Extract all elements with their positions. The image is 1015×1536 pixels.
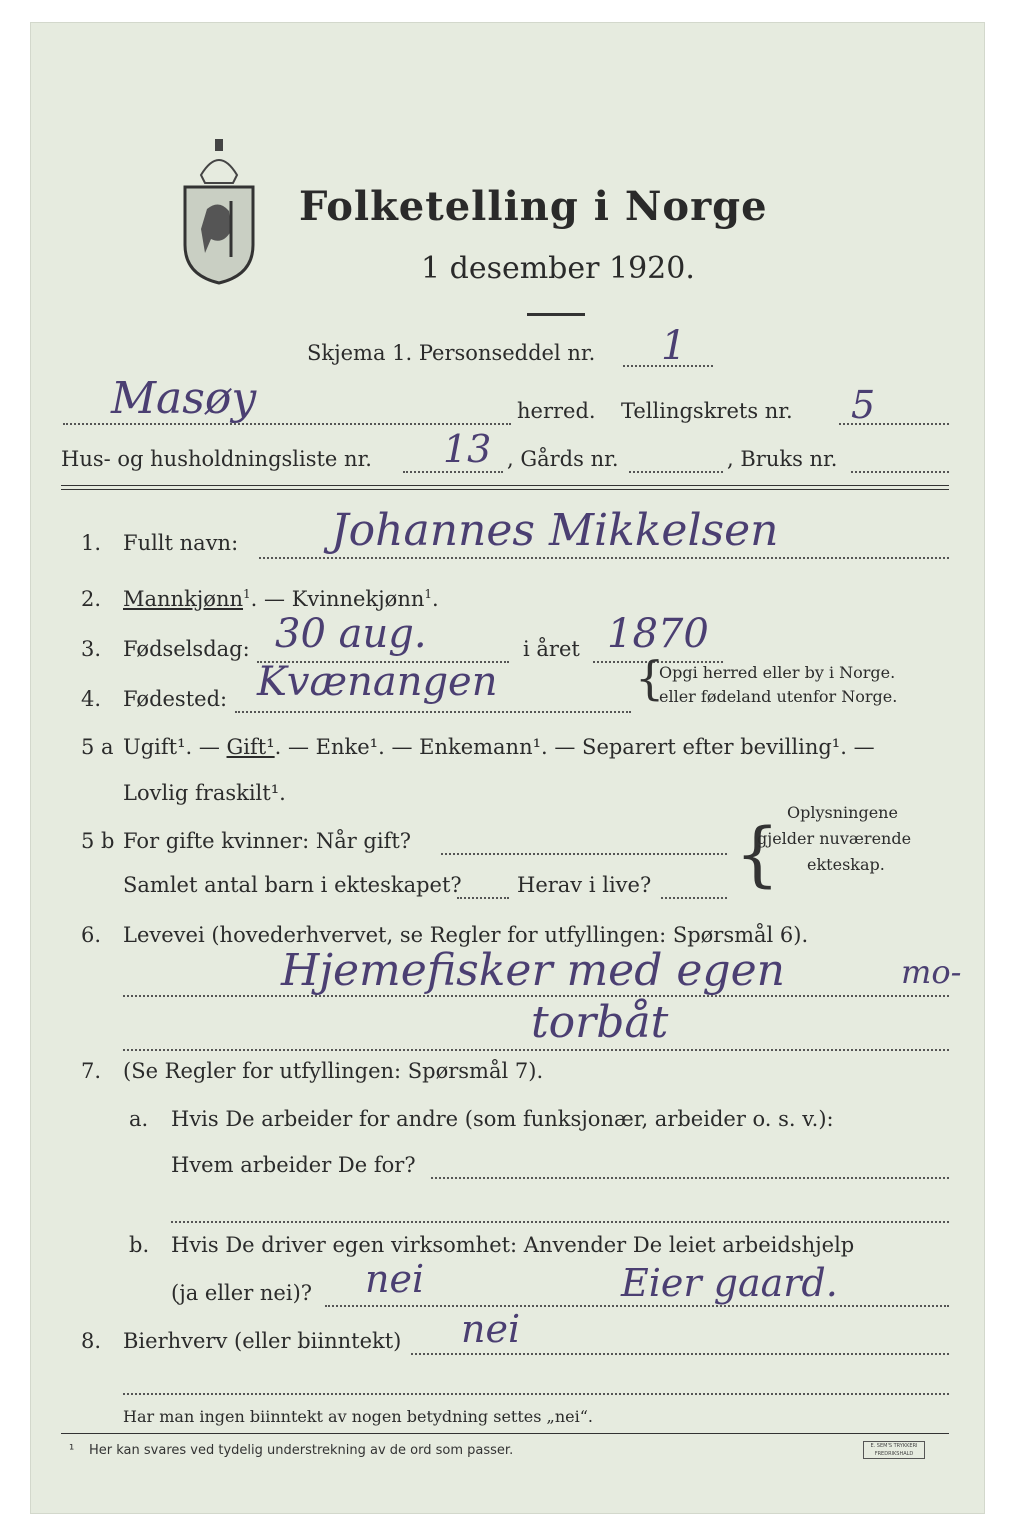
extra-note-value: Eier gaard.	[621, 1261, 838, 1305]
q7a-dotted-line-1	[431, 1177, 949, 1179]
q8-dotted-line-1	[411, 1353, 949, 1355]
birth-year-value: 1870	[607, 611, 709, 657]
footer-rule	[61, 1433, 949, 1434]
q7a-line2: Hvem arbeider De for?	[171, 1153, 416, 1177]
occupation-value-line1: Hjemefisker med egen	[281, 945, 785, 996]
q6-label: Levevei (hovederhvervet, se Regler for utfyllingen: Spørsmål 6).	[123, 923, 809, 947]
q7a-letter: a.	[129, 1107, 149, 1131]
q5b-line1: For gifte kvinner: Når gift?	[123, 829, 412, 853]
q5b-note-line3: ekteskap.	[807, 855, 885, 874]
q7b-line1: Hvis De driver egen virksomhet: Anvender De leiet arbeidshjelp	[171, 1233, 855, 1257]
q1-label: Fullt navn:	[123, 531, 239, 555]
full-name-value: Johannes Mikkelsen	[331, 505, 779, 556]
occupation-value-tail: mo-	[901, 953, 962, 991]
herred-label: herred.	[517, 399, 596, 423]
q4-dotted-line	[235, 711, 631, 713]
q8-dotted-line-2	[123, 1393, 949, 1395]
q5b-note-line2: gjelder nuværende	[757, 829, 912, 848]
q2-separator: . —	[250, 587, 292, 611]
q5b-line2a: Samlet antal barn i ekteskapet?	[123, 873, 462, 897]
q7b-letter: b.	[129, 1233, 150, 1257]
q5a-options	[123, 735, 875, 759]
header-rule-2	[61, 489, 949, 490]
bruks-label: , Bruks nr.	[727, 447, 838, 471]
q2-end: .	[432, 587, 439, 611]
hus-value: 13	[443, 427, 492, 471]
q4-brace: {	[635, 651, 665, 705]
q5b-line2b: Herav i live?	[517, 873, 652, 897]
form-subtitle: 1 desember 1920.	[421, 251, 695, 286]
gards-dotted-line	[629, 471, 723, 473]
q8-number: 8.	[81, 1329, 102, 1353]
skjema-label: Skjema 1. Personseddel nr.	[307, 341, 596, 365]
q5b-note-line1: Oplysningene	[787, 803, 898, 822]
occupation-value-line2: torbåt	[531, 997, 669, 1048]
side-income-value: nei	[461, 1307, 521, 1351]
employer-answer-value: nei	[365, 1257, 425, 1301]
q3-label: Fødselsdag:	[123, 637, 250, 661]
printer-stamp: E. SEM'S TRYKKERI FREDRIKSHALD	[863, 1441, 925, 1459]
q4-note-line2: eller fødeland utenfor Norge.	[659, 687, 898, 706]
ugift-option: Ugift¹. —	[123, 735, 227, 759]
norwegian-coat-of-arms-icon	[171, 135, 267, 285]
hus-label: Hus- og husholdningsliste nr.	[61, 447, 372, 471]
q7-number: 7.	[81, 1059, 102, 1083]
q2-number: 2.	[81, 587, 102, 611]
q5b-number: 5 b	[81, 829, 115, 853]
footnote-text: Her kan svares ved tydelig understrekning av de ord som passer.	[89, 1443, 514, 1458]
gift-option: Gift¹	[226, 735, 275, 759]
herred-value: Masøy	[111, 373, 257, 424]
header-rule-1	[61, 485, 949, 486]
female-option: Kvinnekjønn	[291, 587, 425, 611]
tellingskrets-label: Tellingskrets nr.	[621, 399, 793, 423]
q5b-living-dotted-line	[661, 897, 727, 899]
q1-dotted-line	[259, 557, 949, 559]
bruks-dotted-line	[851, 471, 949, 473]
q1-number: 1.	[81, 531, 102, 555]
q3-year-label: i året	[523, 637, 580, 661]
other-marital-options: . — Enke¹. — Enkemann¹. — Separert efter bevilling¹. —	[274, 735, 875, 759]
q7a-dotted-line-2	[171, 1221, 949, 1223]
q3-number: 3.	[81, 637, 102, 661]
personseddel-number: 1	[661, 323, 687, 369]
hus-dotted-line	[403, 471, 503, 473]
footer-note: Har man ingen biinntekt av nogen betydning settes „nei“.	[123, 1407, 593, 1426]
q4-note-line1: Opgi herred eller by i Norge.	[659, 663, 896, 682]
q2-options: Mannkjønn$^1$. — Kvinnekjønn$^1$.	[123, 587, 439, 611]
q5a-number: 5 a	[81, 735, 114, 759]
male-option: Mannkjønn	[123, 587, 244, 611]
gards-label: , Gårds nr.	[507, 447, 619, 471]
q4-label: Fødested:	[123, 687, 228, 711]
birth-date-value: 30 aug.	[275, 611, 427, 657]
q4-number: 4.	[81, 687, 102, 711]
census-form-sheet	[30, 22, 985, 1514]
q5a-line2: Lovlig fraskilt¹.	[123, 781, 286, 805]
title-divider	[527, 313, 585, 316]
q7b-line2: (ja eller nei)?	[171, 1281, 313, 1305]
q7b-dotted-line	[325, 1305, 949, 1307]
q5b-married-dotted-line	[441, 853, 727, 855]
q5b-children-dotted-line	[457, 897, 509, 899]
q7a-line1: Hvis De arbeider for andre (som funksjonær, arbeider o. s. v.):	[171, 1107, 834, 1131]
form-title: Folketelling i Norge	[299, 183, 768, 230]
q6-dotted-line-2	[123, 1049, 949, 1051]
q7-label: (Se Regler for utfyllingen: Spørsmål 7).	[123, 1059, 544, 1083]
q6-number: 6.	[81, 923, 102, 947]
birthplace-value: Kvænangen	[257, 659, 498, 705]
tellingskrets-value: 5	[851, 383, 876, 427]
footnote-mark: ¹	[69, 1443, 75, 1458]
q8-label: Bierhverv (eller biinntekt)	[123, 1329, 402, 1353]
q5b-brace: {	[735, 813, 780, 895]
